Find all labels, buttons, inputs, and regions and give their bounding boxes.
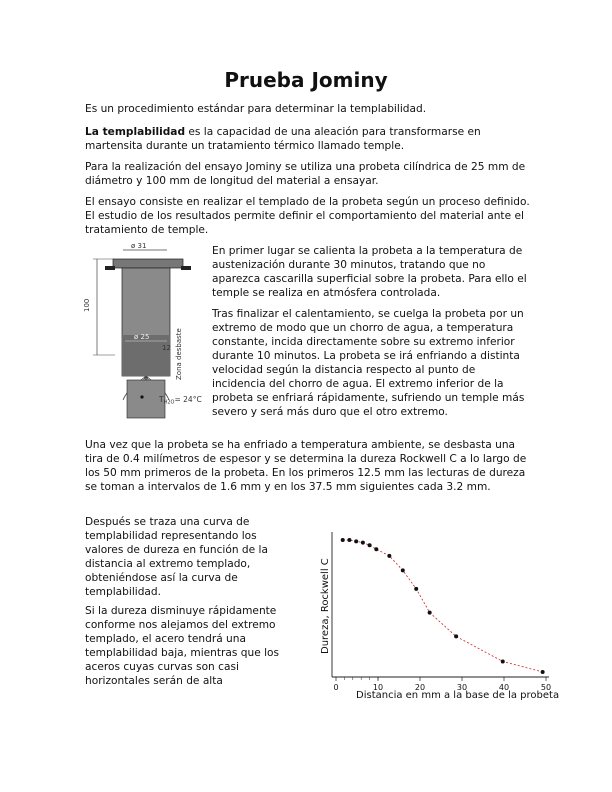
x-tick-label: 40 — [498, 683, 510, 692]
intro-paragraph: Es un procedimiento estándar para determinar la templabilidad. — [85, 103, 427, 115]
measurement-paragraph: Una vez que la probeta se ha enfriado a temperatura ambiente, se desbasta una tira de 0.4 milímetros de espesor y se determina la dureza Rockwell C a lo largo de los 50 mm primeros de la probeta. En los primeros 12.5 mm las lecturas de dureza se toman a intervalos de 1.6 mm y en los 37.5 mm siguientes cada 3.2 mm. — [85, 439, 527, 493]
data-point — [401, 568, 405, 572]
data-point — [361, 541, 365, 545]
hanger-left-support — [105, 266, 115, 270]
data-point — [368, 543, 372, 547]
water-temperature-label: $T_{H2O}= 24^\circ C$ — [159, 395, 202, 406]
definition-text: es la capacidad de una aleación para transformarse en martensita durante un tratamiento térmico llamado temple. — [85, 126, 481, 152]
fit-curve — [343, 540, 543, 672]
data-point — [501, 659, 505, 663]
conclusion-paragraph: Si la dureza disminuye rápidamente conforme nos alejamos del extremo templado, el acero tendrá una templabilidad baja, mientras que los aceros cuyas curvas son casi horizontales serán de alta — [85, 605, 280, 687]
data-point — [414, 587, 418, 591]
x-tick-label: 10 — [372, 683, 384, 692]
x-axis-label: Distancia en mm a la base de la probeta — [356, 690, 560, 701]
x-tick-label: 0 — [333, 683, 339, 692]
x-tick-label: 50 — [540, 683, 552, 692]
data-point — [428, 611, 432, 615]
data-points — [341, 538, 545, 674]
top-dimension-label: ø 31 — [131, 242, 147, 250]
side-dimension-label: 100 — [83, 298, 91, 312]
hanger-right-support — [181, 266, 191, 270]
data-point — [374, 547, 378, 551]
curve-paragraph: Después se traza una curva de templabilidad representando los valores de dureza en función de la distancia al extremo templado, obteniéndose así la curva de templabilidad. — [85, 516, 268, 598]
inner-dimension-label: ø 25 — [134, 333, 150, 341]
quench-paragraph: Tras finalizar el calentamiento, se cuelga la probeta por un extremo de modo que un chorro de agua, a temperatura constante, incida directamente sobre su extremo inferior durante 10 minutos. La probeta se irá enfriando a distinta velocidad según la distancia respecto al punto de incidencia del chorro de agua. El extremo inferior de la probeta se enfriará rápidamente, sufriendo un temple más severo y será más duro que el otro extremo. — [212, 308, 525, 418]
data-point — [341, 538, 345, 542]
hanger-flange — [113, 259, 183, 268]
hardness-curve-chart — [314, 522, 560, 708]
small-dimension-label: 12 — [162, 344, 171, 352]
x-tick-label: 20 — [414, 683, 426, 692]
definition-term: La templabilidad — [85, 126, 186, 138]
data-point — [387, 554, 391, 558]
data-point — [454, 634, 458, 638]
data-point — [541, 670, 545, 674]
x-tick-label: 30 — [456, 683, 468, 692]
y-axis-label: Dureza, Rockwell C — [320, 558, 331, 654]
zone-label: Zona desbaste — [175, 328, 183, 380]
specimen-paragraph: Para la realización del ensayo Jominy se utiliza una probeta cilíndrica de 25 mm de diámetro y 100 mm de longitud del material a ensayar. — [85, 161, 526, 187]
page-title: Prueba Jominy — [224, 68, 388, 92]
definition-paragraph — [85, 125, 530, 153]
procedure-paragraph: El ensayo consiste en realizar el templado de la probeta según un proceso definido. El estudio de los resultados permite definir el comportamiento del material ante el tratamiento de temple. — [85, 196, 530, 236]
jominy-apparatus-diagram — [85, 240, 205, 420]
data-point — [347, 538, 351, 542]
data-point — [354, 539, 358, 543]
heating-paragraph: En primer lugar se calienta la probeta a la temperatura de austenización durante 30 minutos, tratando que no aparezca cascarilla superficial sobre la probeta. Para ello el temple se realiza en atmósfera controlada. — [212, 245, 527, 299]
